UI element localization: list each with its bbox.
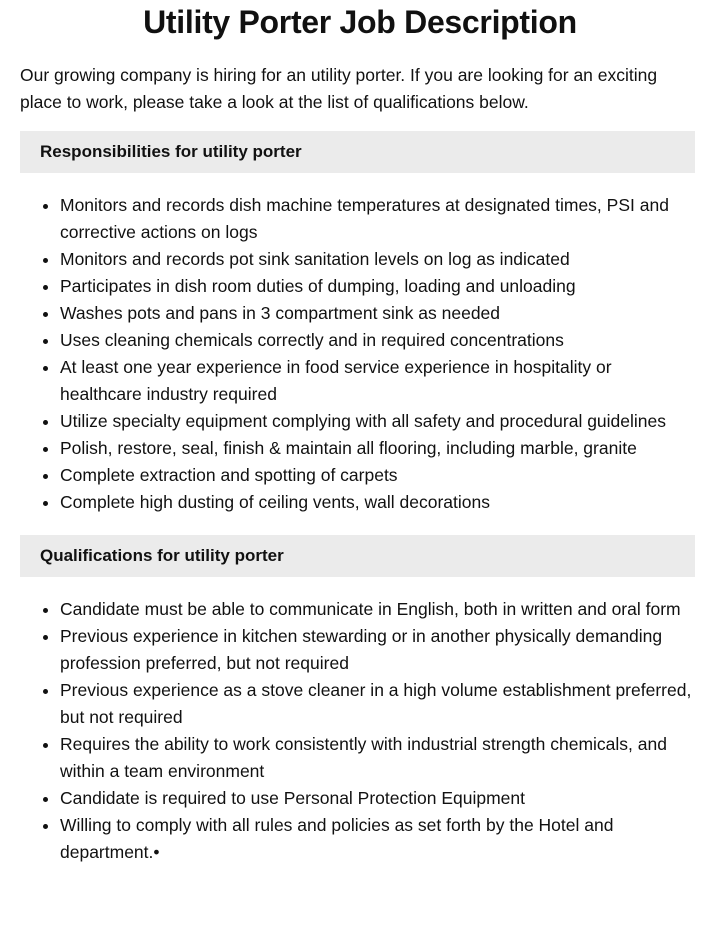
list-item: • Candidate is required to use Personal Protection Equipment (60, 785, 695, 812)
list-item: • Previous experience in kitchen stewarding or in another physically demanding profession preferred, but not required (60, 623, 695, 677)
list-item: • Willing to comply with all rules and policies as set forth by the Hotel and department.• (60, 812, 695, 866)
list-item: • Utilize specialty equipment complying with all safety and procedural guidelines (60, 408, 695, 435)
qualifications-heading: Qualifications for utility porter (20, 535, 695, 577)
list-item: • Uses cleaning chemicals correctly and in required concentrations (60, 327, 695, 354)
intro-paragraph: Our growing company is hiring for an utility porter. If you are looking for an exciting place to work, please take a look at the list of qualifications below. (20, 65, 658, 112)
responsibilities-heading: Responsibilities for utility porter (20, 131, 695, 173)
list-item: • Previous experience as a stove cleaner in a high volume establishment preferred, but not required (60, 677, 695, 731)
list-item: • Participates in dish room duties of dumping, loading and unloading (60, 273, 695, 300)
page-title: Utility Porter Job Description (143, 4, 577, 40)
qualifications-list (20, 596, 695, 866)
list-item: • Candidate must be able to communicate in English, both in written and oral form (60, 596, 695, 623)
list-item: • At least one year experience in food service experience in hospitality or healthcare industry required (60, 354, 695, 408)
list-item: • Complete extraction and spotting of carpets (60, 462, 695, 489)
list-item: • Washes pots and pans in 3 compartment sink as needed (60, 300, 695, 327)
list-item: • Complete high dusting of ceiling vents, wall decorations (60, 489, 695, 516)
list-item: • Polish, restore, seal, finish & maintain all flooring, including marble, granite (60, 435, 695, 462)
list-item: • Monitors and records pot sink sanitation levels on log as indicated (60, 246, 695, 273)
list-item: • Requires the ability to work consistently with industrial strength chemicals, and within a team environment (60, 731, 695, 785)
list-item: • Monitors and records dish machine temperatures at designated times, PSI and corrective actions on logs (60, 192, 695, 246)
responsibilities-list (20, 192, 695, 516)
